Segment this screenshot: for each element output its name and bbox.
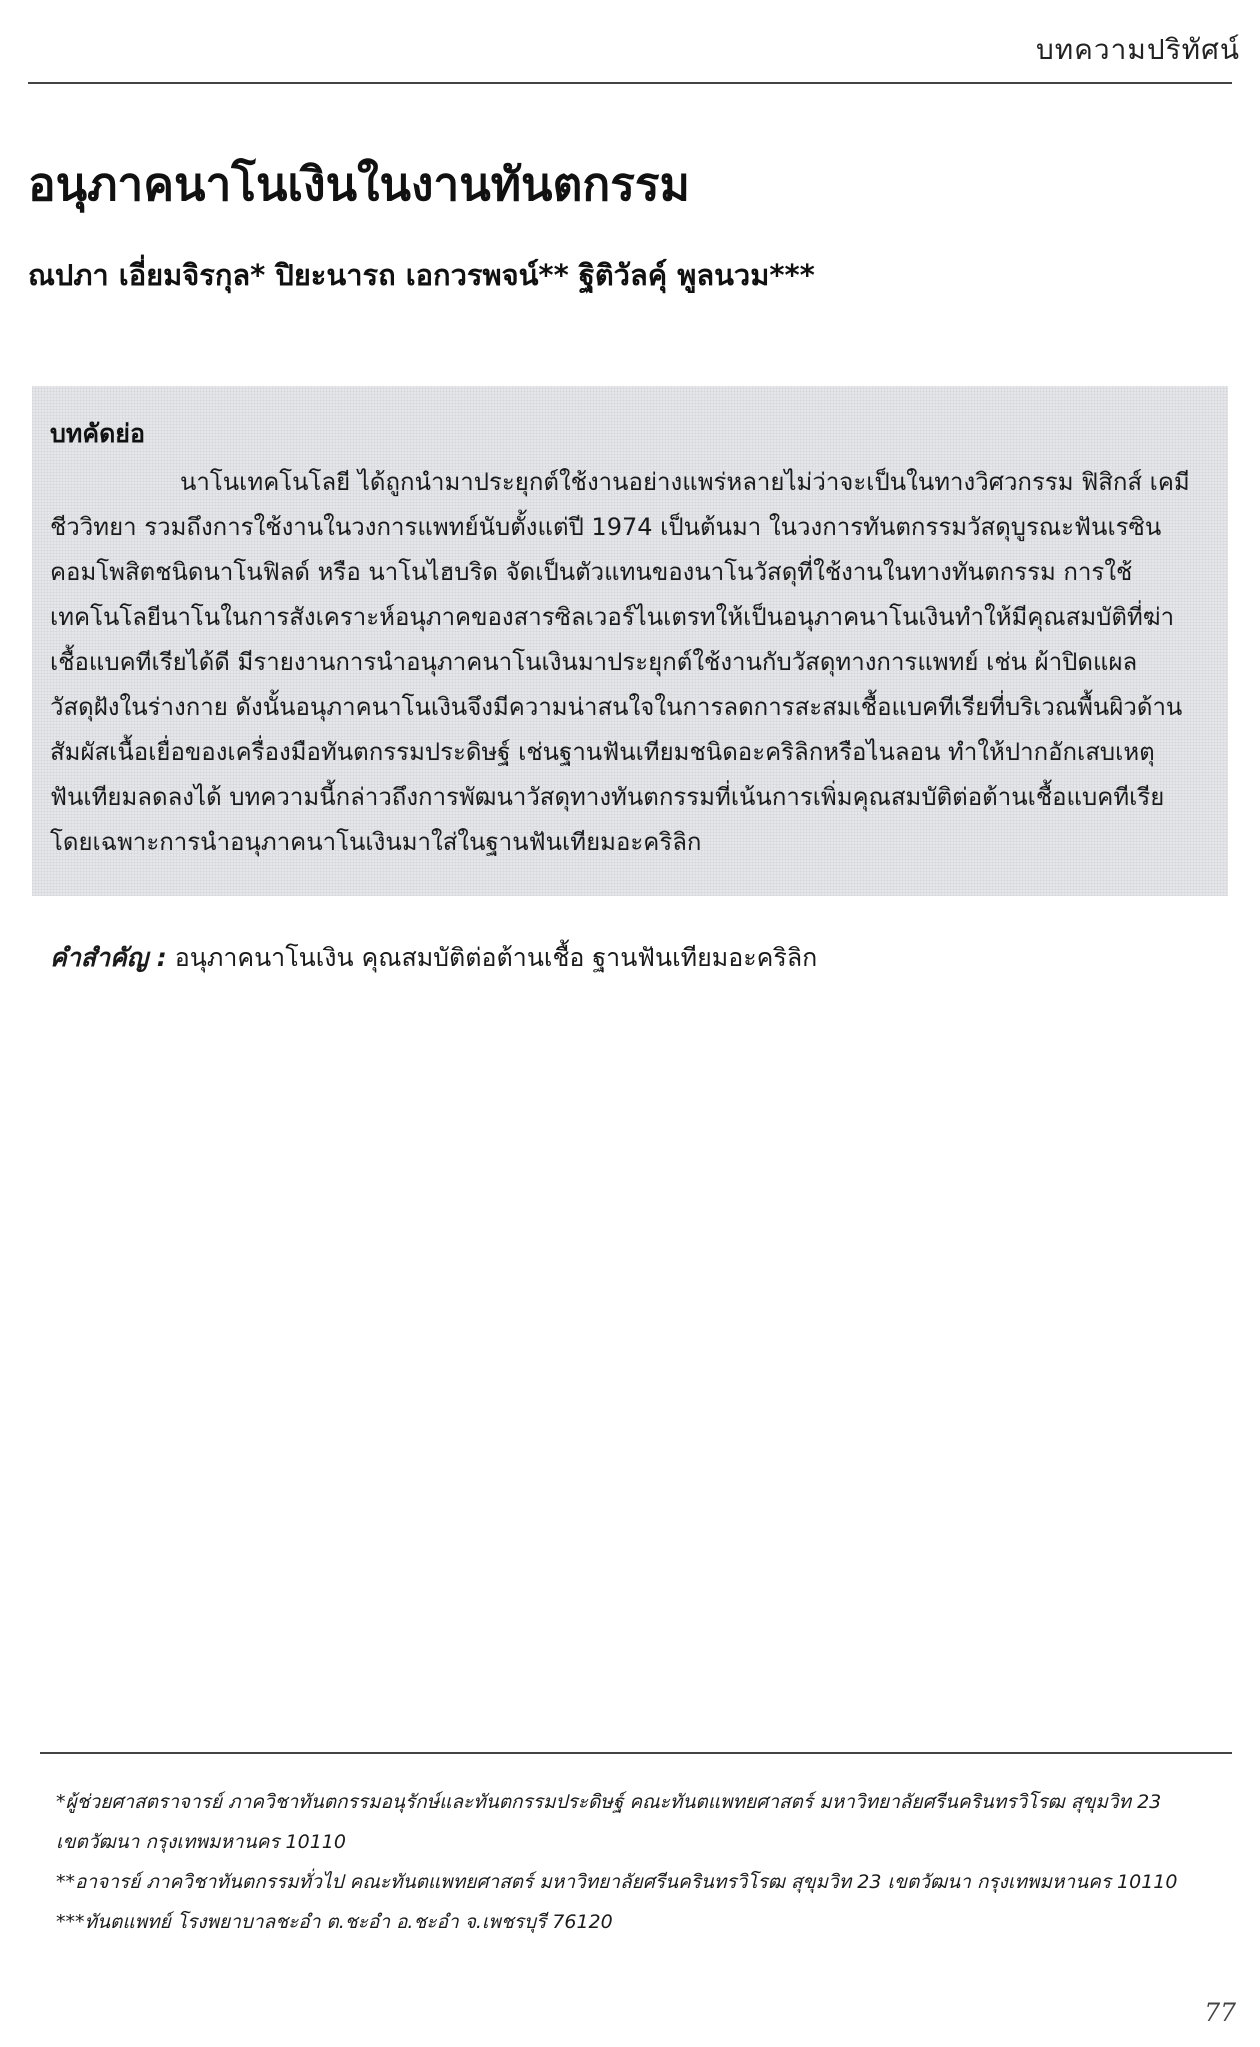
footnote-line: เขตวัฒนา กรุงเทพมหานคร 10110: [56, 1831, 346, 1853]
abstract-line: ชีววิทยา รวมถึงการใช้งานในวงการแพทย์นับตั้งแต่ปี 1974 เป็นต้นมา ในวงการทันตกรรมวัสดุบูรณะฟันเรซิน: [50, 513, 1162, 541]
header-divider: [28, 82, 1232, 84]
page-number: 77: [1204, 1998, 1236, 2027]
keywords-text: อนุภาคนาโนเงิน คุณสมบัติต่อต้านเชื้อ ฐานฟันเทียมอะคริลิก: [174, 943, 818, 972]
footnote-divider: [40, 1752, 1232, 1754]
abstract-line: สัมผัสเนื้อเยื่อของเครื่องมือทันตกรรมประดิษฐ์ เช่นฐานฟันเทียมชนิดอะคริลิกหรือไนลอน ทำให้ปากอักเสบเหตุ: [50, 738, 1155, 766]
abstract-line: วัสดุฝังในร่างกาย ดังนั้นอนุภาคนาโนเงินจึงมีความน่าสนใจในการลดการสะสมเชื้อแบคทีเรียที่บริเวณพื้นผิวด้าน: [50, 693, 1183, 721]
keywords-label: คำสำคัญ :: [50, 943, 167, 972]
abstract-heading: บทคัดย่อ: [50, 419, 145, 448]
abstract-line: คอมโพสิตชนิดนาโนฟิลด์ หรือ นาโนไฮบริด จัดเป็นตัวแทนของนาโนวัสดุที่ใช้งานในทางทันตกรรม การใช้: [50, 558, 1133, 586]
abstract-line: โดยเฉพาะการนำอนุภาคนาโนเงินมาใส่ในฐานฟันเทียมอะคริลิก: [50, 828, 702, 856]
footnotes: [56, 1782, 1226, 1942]
abstract-line: เทคโนโลยีนาโนในการสังเคราะห์อนุภาคของสารซิลเวอร์ไนเตรทให้เป็นอนุภาคนาโนเงินทำให้มีคุณสมบัติที่ฆ่า: [50, 603, 1175, 631]
abstract-box: [32, 386, 1228, 896]
footnote-line: ***ทันตแพทย์ โรงพยาบาลชะอำ ต.ชะอำ อ.ชะอำ จ.เพชรบุรี 76120: [56, 1911, 613, 1933]
footnote-line: *ผู้ช่วยศาสตราจารย์ ภาควิชาทันตกรรมอนุรักษ์และทันตกรรมประดิษฐ์ คณะทันตแพทยศาสตร์ มหาวิทยาลัยศรีนครินทรวิโรฒ สุขุมวิท 23: [56, 1791, 1162, 1813]
article-authors: ณปภา เอี่ยมจิรกุล* ปิยะนารถ เอกวรพจน์** ฐิติวัลคุ์ พูลนวม***: [28, 258, 815, 292]
abstract-line: ฟันเทียมลดลงได้ บทความนี้กล่าวถึงการพัฒนาวัสดุทางทันตกรรมที่เน้นการเพิ่มคุณสมบัติต่อต้านเชื้อแบคทีเรีย: [50, 783, 1165, 811]
footnote-line: **อาจารย์ ภาควิชาทันตกรรมทั่วไป คณะทันตแพทยศาสตร์ มหาวิทยาลัยศรีนครินทรวิโรฒ สุขุมวิท 23 เขตวัฒนา กรุงเทพมหานคร 10110: [56, 1871, 1178, 1893]
abstract-line: เชื้อแบคทีเรียได้ดี มีรายงานการนำอนุภาคนาโนเงินมาประยุกต์ใช้งานกับวัสดุทางการแพทย์ เช่น ผ้าปิดแผล: [50, 648, 1138, 676]
keywords: [50, 938, 817, 978]
section-label: บทความปริทัศน์: [1035, 33, 1240, 66]
abstract-line: นาโนเทคโนโลยี ได้ถูกนำมาประยุกต์ใช้งานอย่างแพร่หลายไม่ว่าจะเป็นในทางวิศวกรรม ฟิสิกส์ เคมี: [180, 468, 1190, 496]
article-title: อนุภาคนาโนเงินในงานทันตกรรม: [28, 157, 690, 211]
